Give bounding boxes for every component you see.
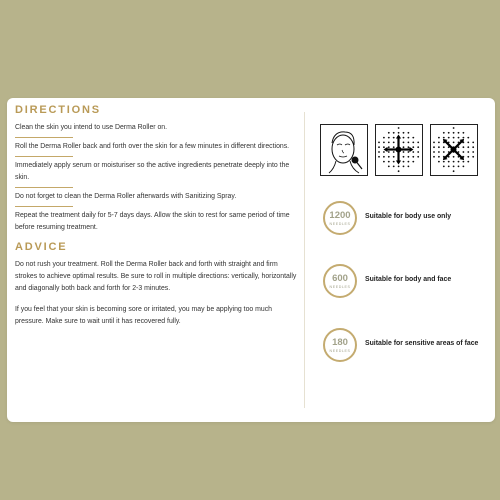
instructions-column bbox=[15, 104, 297, 337]
needle-description: Suitable for sensitive areas of face bbox=[365, 340, 479, 347]
needle-count: 600 bbox=[332, 272, 348, 284]
directions-card bbox=[7, 98, 495, 422]
needle-unit: NEEDLES bbox=[329, 348, 351, 353]
needle-count: 180 bbox=[332, 336, 348, 348]
direction-step: Roll the Derma Roller back and forth over the skin for a few minutes in different directions. bbox=[15, 141, 297, 160]
face-roller-icon bbox=[320, 124, 368, 176]
needle-description: Suitable for body and face bbox=[365, 276, 452, 283]
needle-description: Suitable for body use only bbox=[365, 213, 452, 220]
column-divider bbox=[304, 112, 305, 408]
needle-count: 1200 bbox=[329, 209, 351, 221]
direction-step: Clean the skin you intend to use Derma Roller on. bbox=[15, 122, 297, 141]
directions-title: DIRECTIONS bbox=[15, 104, 101, 116]
needle-badge bbox=[323, 264, 357, 298]
needle-badge bbox=[323, 328, 357, 362]
needle-unit: NEEDLES bbox=[329, 221, 351, 226]
advice-title: ADVICE bbox=[15, 241, 68, 253]
direction-step: Repeat the treatment daily for 5-7 days days. Allow the skin to rest for same period of time before resuming treatment. bbox=[15, 212, 290, 231]
advice-paragraph: Do not rush your treatment. Roll the Derma Roller back and forth with straight and firm strokes to achieve optimal results. Be sure to roll in multiple directions: vertically, horizontally and diagonally both back and forth for 2-3 minutes. bbox=[15, 261, 297, 292]
advice-paragraph: If you feel that your skin is becoming sore or irritated, you may be applying too much pressure. Make sure to wait until it has recovered fully. bbox=[15, 306, 272, 325]
x-pattern-icon bbox=[430, 124, 478, 176]
needle-unit: NEEDLES bbox=[329, 284, 351, 289]
needle-badge bbox=[323, 201, 357, 235]
direction-step: Do not forget to clean the Derma Roller afterwards with Sanitizing Spray. bbox=[15, 191, 297, 210]
plus-pattern-icon bbox=[375, 124, 423, 176]
direction-step: Immediately apply serum or moisturiser so the active ingredients penetrate deeply into the skin. bbox=[15, 160, 297, 191]
